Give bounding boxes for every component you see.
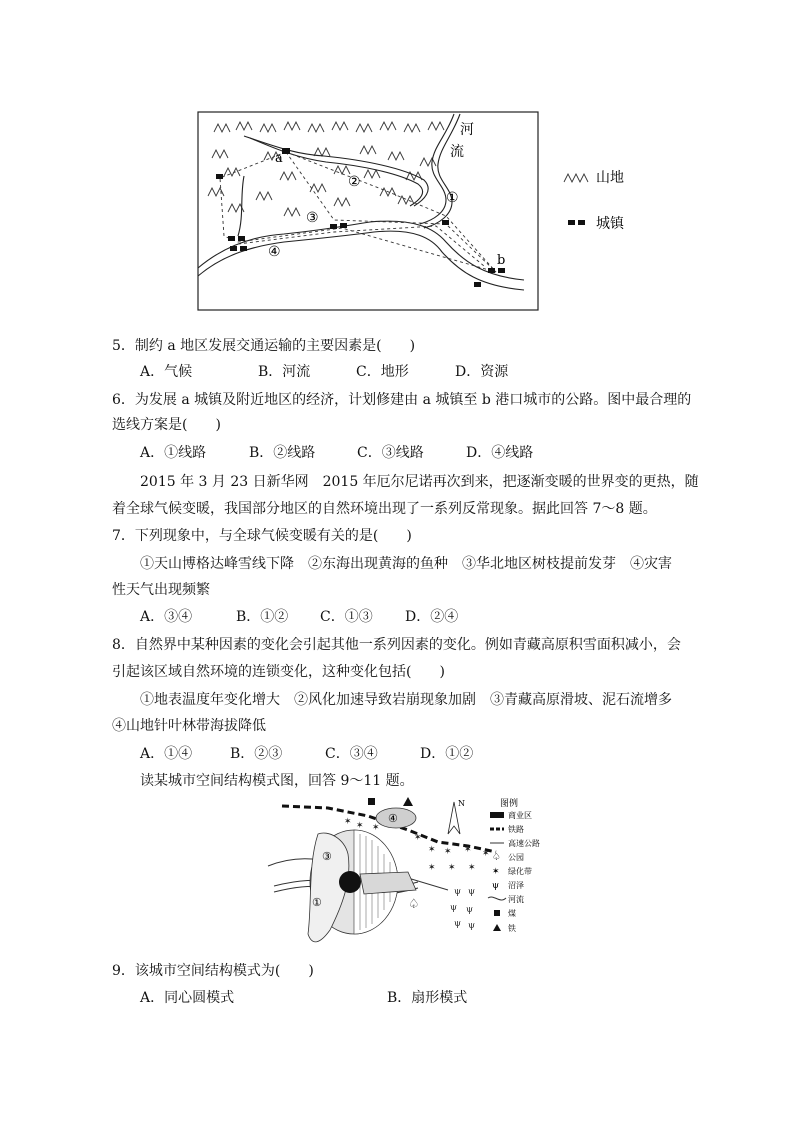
legend-river-icon xyxy=(488,897,506,900)
svg-text:ψ: ψ xyxy=(468,887,476,897)
passage-line2: 着全球气候变暖，我国部分地区的自然环境出现了一系列反常现象。据此回答 7～8 题。 xyxy=(112,501,657,517)
q7-option-b: B．①② xyxy=(236,609,289,625)
question-6-stem-line2: 选线方案是( ) xyxy=(112,417,221,433)
svg-text:✶: ✶ xyxy=(372,823,380,833)
q5-option-a: A．气候 xyxy=(140,364,193,380)
svg-text:✶: ✶ xyxy=(482,849,490,859)
q6-option-a: A．①线路 xyxy=(140,445,207,461)
q7-option-d: D．②④ xyxy=(405,609,459,625)
svg-text:✶: ✶ xyxy=(464,845,472,855)
map-frame xyxy=(198,112,538,310)
q8-option-a: A．①④ xyxy=(140,746,193,762)
q8-option-b: B．②③ xyxy=(230,746,283,762)
legend-green-icon: ✶ xyxy=(492,867,500,877)
q6-option-b: B．②线路 xyxy=(249,445,316,461)
legend-item-green: 绿化带 xyxy=(508,867,532,876)
q7-items-line1: ①天山博格达峰雪线下降 ②东海出现黄海的鱼种 ③华北地区树枝提前发芽 ④灾害 xyxy=(140,556,672,572)
city-structure-map xyxy=(268,794,540,952)
legend-item-park: 公园 xyxy=(508,853,524,862)
point-a-label: a xyxy=(275,151,283,166)
legend-item-business: 商业区 xyxy=(508,811,532,820)
route-2-label: ② xyxy=(348,174,361,190)
svg-text:ψ: ψ xyxy=(468,921,476,931)
svg-text:✶: ✶ xyxy=(428,845,436,855)
svg-text:✶: ✶ xyxy=(414,833,422,843)
zone-1-label: ① xyxy=(312,896,322,909)
legend-item-swamp: 沼泽 xyxy=(508,881,524,890)
question-9-stem: 9．该城市空间结构模式为( ) xyxy=(112,963,314,979)
iron-marker xyxy=(403,797,413,806)
passage-line1: 2015 年 3 月 23 日新华网 2015 年厄尔尼诺再次到来，把逐渐变暖的世界变的更热，随 xyxy=(140,474,699,490)
svg-text:✶: ✶ xyxy=(344,817,352,827)
swamp-marks xyxy=(450,887,475,931)
svg-text:✶: ✶ xyxy=(444,847,452,857)
svg-text:ψ: ψ xyxy=(450,903,458,913)
svg-text:ψ: ψ xyxy=(466,905,474,915)
legend-item-highway: 高速公路 xyxy=(508,839,540,848)
q8-option-d: D．①② xyxy=(420,746,474,762)
route-4-label: ④ xyxy=(268,244,281,260)
legend-swamp-icon: ψ xyxy=(492,881,500,891)
legend-mountain-label: 山地 xyxy=(596,170,624,186)
q8-items-line1: ①地表温度年变化增大 ②风化加速导致岩崩现象加剧 ③青藏高原滑坡、泥石流增多 xyxy=(140,692,672,708)
svg-text:✶: ✶ xyxy=(468,863,476,873)
legend-mountain-icon xyxy=(564,174,588,182)
legend-town-label: 城镇 xyxy=(596,216,624,232)
q7-option-c: C．①③ xyxy=(320,609,373,625)
zone-4-label: ④ xyxy=(388,812,398,825)
coal-marker xyxy=(368,798,375,805)
river-label-he: 河 xyxy=(460,122,474,138)
svg-text:✶: ✶ xyxy=(428,863,436,873)
zone-sector xyxy=(360,872,416,894)
legend-item-coal: 煤 xyxy=(508,909,516,918)
mountain-icons xyxy=(208,122,444,216)
q8-items-line2: ④山地针叶林带海拔降低 xyxy=(112,718,266,734)
legend-title: 图例 xyxy=(500,799,519,809)
svg-text:ψ: ψ xyxy=(454,887,462,897)
q9-option-a: A．同心圆模式 xyxy=(140,990,235,1006)
svg-text:ψ: ψ xyxy=(454,919,462,929)
question-7-stem: 7．下列现象中，与全球气候变暖有关的是( ) xyxy=(112,528,412,544)
legend-item-iron: 铁 xyxy=(508,924,516,933)
q7-items-line2: 性天气出现频繁 xyxy=(112,582,210,598)
zone-3-label: ③ xyxy=(322,850,332,863)
q5-option-d: D．资源 xyxy=(455,364,509,380)
q6-option-d: D．④线路 xyxy=(466,445,534,461)
route-3-label: ③ xyxy=(306,210,319,226)
legend-iron-icon xyxy=(493,924,501,931)
point-b-label: b xyxy=(497,253,506,268)
question-8-stem-line2: 引起该区域自然环境的连锁变化，这种变化包括( ) xyxy=(112,664,445,680)
question-8-stem-line1: 8．自然界中某种因素的变化会引起其他一系列因素的变化。例如青藏高原积雪面积减小，会 xyxy=(112,637,681,653)
park-icon: ♤ xyxy=(408,897,420,912)
business-district-core xyxy=(339,871,361,893)
route-lines xyxy=(220,152,496,272)
q6-option-c: C．③线路 xyxy=(357,445,424,461)
route-1-label: ① xyxy=(446,190,459,206)
river-label-liu: 流 xyxy=(450,144,464,160)
svg-text:✶: ✶ xyxy=(356,821,364,831)
q9-option-b: B．扇形模式 xyxy=(387,990,468,1006)
q8-option-c: C．③④ xyxy=(325,746,378,762)
question-5-stem: 5．制约 a 地区发展交通运输的主要因素是( ) xyxy=(112,338,416,354)
question-6-stem-line1: 6．为发展 a 城镇及附近地区的经济，计划修建由 a 城镇至 b 港口城市的公路。图中最合理的 xyxy=(112,392,692,408)
transport-route-map xyxy=(184,96,638,324)
q5-option-b: B．河流 xyxy=(258,364,311,380)
legend-item-river: 河流 xyxy=(508,895,524,904)
legend-town-icon xyxy=(568,220,585,225)
legend-park-icon: ♤ xyxy=(492,852,501,863)
legend-coal-icon xyxy=(494,910,500,916)
town-markers xyxy=(216,148,505,287)
north-label: N xyxy=(458,799,465,808)
q7-option-a: A．③④ xyxy=(140,609,193,625)
rivers xyxy=(198,114,524,290)
legend-business-icon xyxy=(490,812,504,818)
q5-option-c: C．地形 xyxy=(356,364,409,380)
svg-text:✶: ✶ xyxy=(448,863,456,873)
passage2: 读某城市空间结构模式图，回答 9～11 题。 xyxy=(140,773,414,789)
legend-item-railway: 铁路 xyxy=(508,825,524,834)
